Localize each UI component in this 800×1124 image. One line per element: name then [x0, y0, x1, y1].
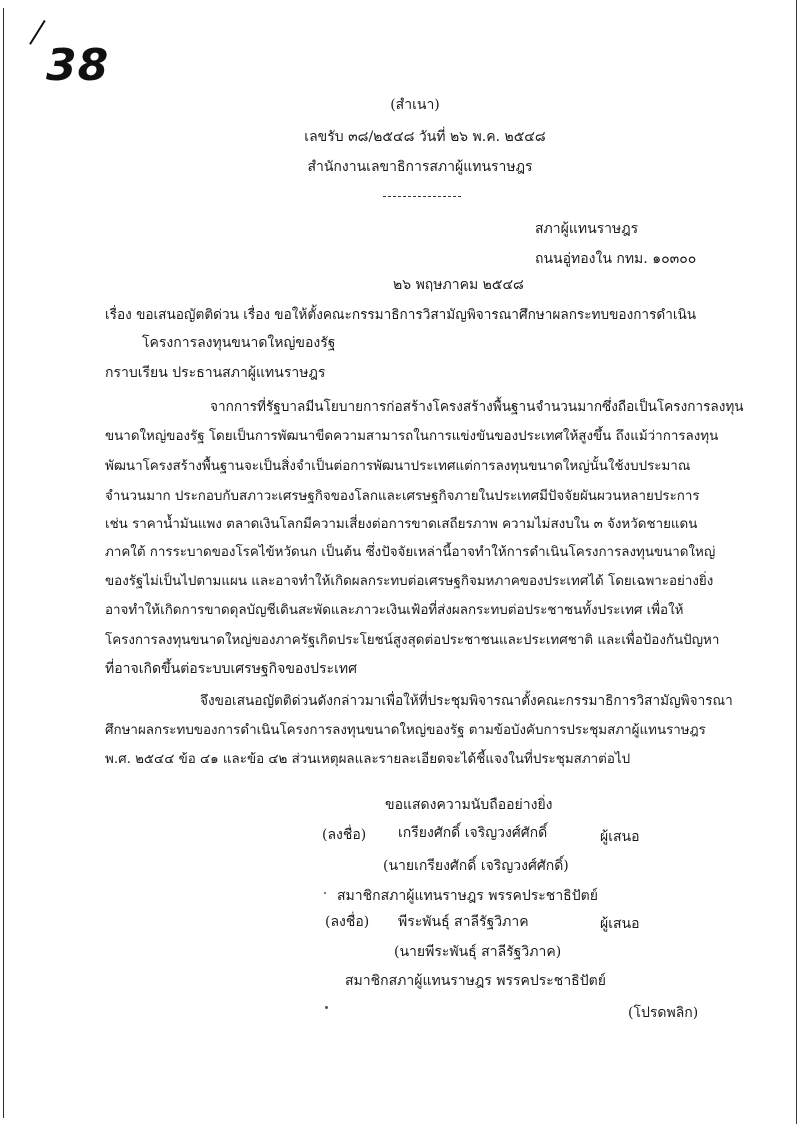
body-line: ภาคใต้ การระบาดของโรคไข้หวัดนก เป็นต้น ซึ่งปัจจัยเหล่านี้อาจทำให้การดำเนินโครงการลงทุนขนาดใหญ่ — [105, 545, 716, 560]
office-name: สำนักงานเลขาธิการสภาผู้แทนราษฎร — [307, 159, 533, 175]
address-line-2: ถนนอู่ทองใน กทม. ๑๐๓๐๐ — [535, 251, 697, 267]
please-turn-note: (โปรดพลิก) — [628, 1005, 699, 1021]
sign-label: (ลงชื่อ) — [322, 827, 367, 843]
subject-line-1: เรื่อง ขอเสนอญัตติด่วน เรื่อง ขอให้ตั้งคณะกรรมาธิการวิสามัญพิจารณาศึกษาผลกระทบของการดำเนิน — [105, 307, 697, 323]
scan-speck — [324, 892, 326, 894]
receipt-line: เลขรับ ๓๘/๒๕๔๘ วันที่ ๒๖ พ.ค. ๒๕๔๘ — [304, 129, 546, 145]
body-line: เช่น ราคาน้ำมันแพง ตลาดเงินโลกมีความเสี่ยงต่อการขาดเสถียรภาพ ความไม่สงบใน ๓ จังหวัดชายแดน — [105, 517, 698, 532]
body-line: จำนวนมาก ประกอบกับสภาวะเศรษฐกิจของโลกและเศรษฐกิจภายในประเทศมีปัจจัยผันผวนหลายประการ — [105, 489, 700, 504]
body-line: พัฒนาโครงสร้างพื้นฐานจะเป็นสิ่งจำเป็นต่อการพัฒนาประเทศแต่การลงทุนขนาดใหญ่นั้นใช้งบประมาณ — [105, 459, 691, 474]
signer-role: ผู้เสนอ — [600, 829, 640, 845]
signer-position: สมาชิกสภาผู้แทนราษฎร พรรคประชาธิปัตย์ — [337, 888, 598, 904]
body-line: จึงขอเสนอญัตติด่วนดังกล่าวมาเพื่อให้ที่ประชุมพิจารณาตั้งคณะกรรมาธิการวิสามัญพิจารณา — [200, 693, 733, 709]
signer-full-name: (นายพีระพันธุ์ สาลีรัฐวิภาค) — [394, 944, 562, 960]
body-line: อาจทำให้เกิดการขาดดุลบัญชีเดินสะพัดและภาวะเงินเฟ้อที่ส่งผลกระทบต่อประชาชนทั้งประเทศ เพื่อให้ — [105, 603, 684, 618]
document-date: ๒๖ พฤษภาคม ๒๕๔๘ — [393, 277, 524, 293]
closing: ขอแสดงความนับถืออย่างยิ่ง — [385, 797, 553, 813]
body-line: ขนาดใหญ่ของรัฐ โดยเป็นการพัฒนาขีดความสามารถในการแข่งขันของประเทศให้สูงขึ้น ถึงแม้ว่าการลงทุน — [105, 429, 719, 444]
signer-role: ผู้เสนอ — [600, 916, 640, 932]
handwritten-stroke — [29, 20, 46, 45]
divider — [383, 196, 461, 197]
body-line: โครงการลงทุนขนาดใหญ่ของภาครัฐเกิดประโยชน์สูงสุดต่อประชาชนและประเทศชาติ และเพื่อป้องกันปัญหา — [105, 633, 720, 648]
sign-label: (ลงชื่อ) — [325, 914, 370, 930]
body-line: ศึกษาผลกระทบของการดำเนินโครงการลงทุนขนาดใหญ่ของรัฐ ตามข้อบังคับการประชุมสภาผู้แทนราษฎร — [105, 723, 706, 738]
handwritten-page-number: 38 — [46, 40, 110, 91]
body-line: จากการที่รัฐบาลมีนโยบายการก่อสร้างโครงสร้างพื้นฐานจำนวนมากซึ่งถือเป็นโครงการลงทุน — [210, 399, 744, 415]
signer-position: สมาชิกสภาผู้แทนราษฎร พรรคประชาธิปัตย์ — [345, 973, 606, 989]
signer-name: พีระพันธุ์ สาลีรัฐวิภาค — [398, 914, 529, 930]
salutation: กราบเรียน ประธานสภาผู้แทนราษฎร — [105, 365, 326, 381]
body-line: ของรัฐไม่เป็นไปตามแผน และอาจทำให้เกิดผลกระทบต่อเศรษฐกิจมหภาคของประเทศได้ โดยเฉพาะอย่างยิ่ง — [105, 574, 714, 589]
signer-full-name: (นายเกรียงศักดิ์ เจริญวงศ์ศักดิ์) — [383, 858, 569, 874]
subject-line-2: โครงการลงทุนขนาดใหญ่ของรัฐ — [142, 335, 336, 351]
body-line: ที่อาจเกิดขึ้นต่อระบบเศรษฐกิจของประเทศ — [105, 661, 357, 677]
body-line: พ.ศ. ๒๕๔๔ ข้อ ๔๑ และข้อ ๔๒ ส่วนเหตุผลและรายละเอียดจะได้ชี้แจงในที่ประชุมสภาต่อไป — [105, 752, 631, 767]
copy-mark: (สำเนา) — [390, 97, 440, 113]
signer-name: เกรียงศักดิ์ เจริญวงศ์ศักดิ์ — [398, 825, 548, 841]
scan-speck — [325, 1006, 328, 1009]
address-line-1: สภาผู้แทนราษฎร — [535, 221, 639, 237]
